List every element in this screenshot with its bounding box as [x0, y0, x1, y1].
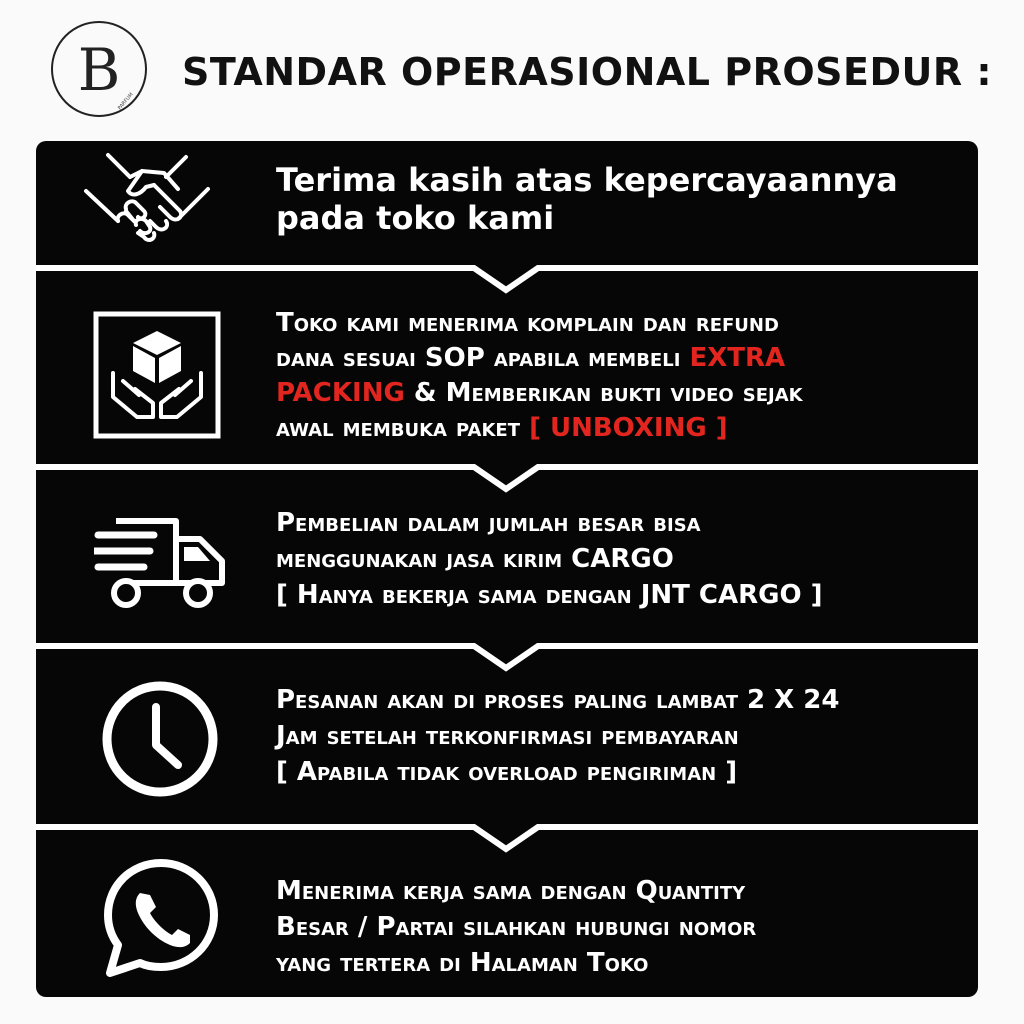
- text-line: Menerima kerja sama dengan Quantity: [276, 876, 746, 906]
- text-line: [ Hanya bekerja sama dengan JNT CARGO ]: [276, 580, 823, 610]
- item-text: [276, 682, 964, 790]
- clock-icon: [98, 677, 222, 801]
- logo-letter: B: [77, 36, 121, 104]
- text-part: awal membuka paket: [276, 413, 530, 443]
- item-text: [276, 161, 964, 237]
- text-line: yang tertera di Halaman Toko: [276, 948, 649, 978]
- divider-arrow: [36, 642, 978, 672]
- delivery-truck-icon: [94, 513, 232, 613]
- divider-arrow: [36, 463, 978, 493]
- sop-item-partnership: [36, 851, 978, 997]
- text-line: Besar / Partai silahkan hubungi nomor: [276, 912, 757, 942]
- text-part: & Memberikan bukti video sejak: [404, 378, 803, 408]
- sop-item-cargo: [36, 491, 978, 643]
- item-text: [276, 873, 964, 981]
- page-title: STANDAR OPERASIONAL PROSEDUR :: [182, 50, 993, 94]
- text-line: [ Apabila tidak overload pengiriman ]: [276, 757, 738, 787]
- brand-logo: [48, 18, 150, 120]
- text-line: Terima kasih atas kepercayaannya: [276, 161, 898, 199]
- whatsapp-icon: [100, 857, 222, 981]
- sop-panel: [36, 141, 978, 997]
- item-text: [276, 505, 964, 613]
- text-line: Pembelian dalam jumlah besar bisa: [276, 508, 701, 538]
- divider-arrow: [36, 264, 978, 294]
- text-line: pada toko kami: [276, 199, 555, 237]
- highlight-text: EXTRA: [689, 343, 786, 373]
- text-line: [276, 341, 964, 376]
- text-line: [276, 411, 964, 446]
- text-line: Toko kami menerima komplain dan refund: [276, 308, 779, 338]
- text-part: dana sesuai SOP apabila membeli: [276, 343, 690, 373]
- highlight-text: [ UNBOXING ]: [529, 413, 728, 443]
- sop-item-thanks: [36, 141, 978, 267]
- text-line: menggunakan jasa kirim CARGO: [276, 544, 674, 574]
- sop-item-processing: [36, 669, 978, 823]
- item-text: [276, 306, 964, 446]
- divider-arrow: [36, 823, 978, 853]
- logo-subtext: PARFUM: [116, 91, 135, 112]
- text-line: Jam setelah terkonfirmasi pembayaran: [276, 721, 739, 751]
- handshake-icon: [80, 149, 215, 261]
- package-care-icon: [93, 311, 221, 439]
- text-line: [276, 376, 964, 411]
- text-line: Pesanan akan di proses paling lambat 2 X 24: [276, 685, 840, 715]
- sop-item-refund: [36, 291, 978, 463]
- highlight-text: PACKING: [276, 378, 405, 408]
